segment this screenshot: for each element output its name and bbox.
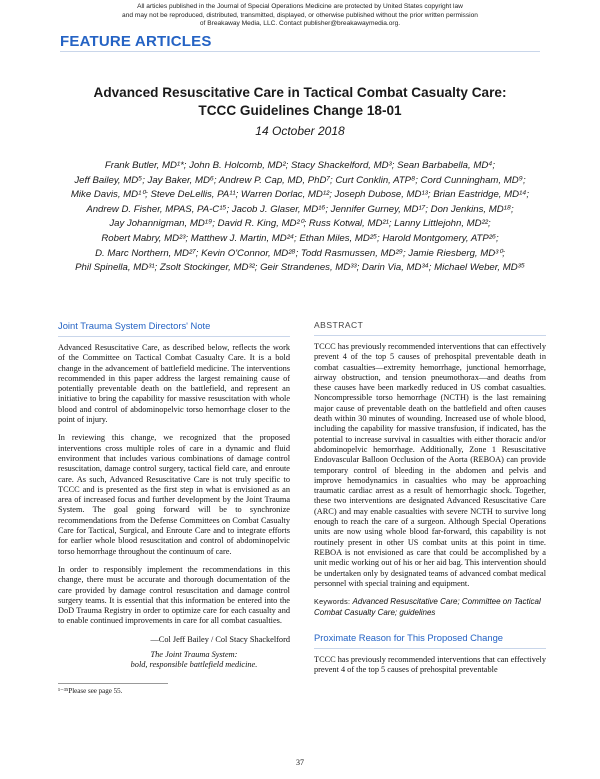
tagline-line: bold, responsible battlefield medicine. [130,660,258,670]
page-number: 37 [296,758,304,767]
copyright-line: of Breakaway Media, LLC. Contact publisher@breakawaymedia.org. [199,20,401,28]
article-title [60,84,540,120]
note-paragraph: Advanced Resuscitative Care, as described below, reflects the work of the Committee on Tactical Combat Casualty Care. It is a bold change in the advancement of battlefield medicine. The interventions recommended in this paper address the largest remaining cause of potentially preventable death on the battlefield, and represent an initiative to bring the capability for massive resuscitation with whole blood and control of abdominopelvic torso hemorrhage closer to the point of injury. [58,343,290,425]
footnote-divider [58,683,168,684]
article-date: 14 October 2018 [255,124,345,138]
signature: —Col Jeff Bailey / Col Stacy Shackelford [150,634,290,644]
keywords-label: Keywords: [314,597,351,607]
left-column [58,320,290,695]
copyright-notice [60,3,540,29]
author-line: Andrew D. Fisher, MPAS, PA-C¹⁵; Jacob J. Glaser, MD¹⁶; Jennifer Gurney, MD¹⁷; Don Jenkins, MD¹⁸; [86,203,514,215]
tagline-line: The Joint Trauma System: [150,649,238,659]
footnote: ¹⁻³⁵Please see page 55. [58,686,123,695]
proximate-reason-text: TCCC has previously recommended interventions that can effectively prevent 4 of the top 5 causes of prehospital preventable [314,654,546,675]
author-line: Jeff Bailey, MD⁵; Jay Baker, MD⁶; Andrew P. Cap, MD, PhD⁷; Curt Conklin, ATP⁸; Cord Cunningham, MD⁹; [74,174,526,186]
title-line: TCCC Guidelines Change 18-01 [198,103,402,118]
section-divider [60,51,540,52]
author-line: D. Marc Northern, MD²⁷; Kevin O'Connor, MD²⁸; Todd Rasmussen, MD²⁹; Jamie Riesberg, MD³⁰; [95,247,505,259]
author-line: Robert Mabry, MD²³; Matthew J. Martin, MD²⁴; Ethan Miles, MD²⁵; Harold Montgomery, ATP²⁶; [101,232,499,244]
author-list [60,159,540,276]
author-line: Frank Butler, MD¹*; John B. Holcomb, MD²; Stacy Shackelford, MD³; Sean Barbabella, MD⁴; [104,160,496,171]
author-line: Jay Johannigman, MD¹⁹; David R. King, MD²⁰; Russ Kotwal, MD²¹; Lanny Littlejohn, MD²²; [109,218,491,230]
keywords [314,597,546,618]
author-line: Phil Spinella, MD³¹; Zsolt Stockinger, MD³²; Geir Strandenes, MD³³; Darin Via, MD³⁴; Michael Weber, MD³⁵ [75,262,525,274]
keywords-value: Advanced Resuscitative Care; Committee on Tactical Combat Casualty Care; guidelines [314,597,541,617]
copyright-line: and may not be reproduced, distributed, transmitted, displayed, or otherwise published without the prior written permission [122,11,478,19]
note-paragraph: In order to responsibly implement the recommendations in this change, there must be accurate and thorough documentation of the care provided by damage control resuscitation and damage control surgery teams. It is essential that this information be entered into the DoD Trauma Registry in order to optimize care for each casualty and to enable continued improvements in care for all combat casualties. [58,564,290,626]
jts-tagline [98,650,290,671]
author-line: Mike Davis, MD¹⁰; Steve DeLellis, PA¹¹; Warren Dorlac, MD¹²; Joseph Dubose, MD¹³; Brian Eastridge, MD¹⁴; [70,189,530,201]
right-column [314,320,546,684]
copyright-line: All articles published in the Journal of Special Operations Medicine are protected by United States copyright law [137,3,463,10]
abstract-heading: ABSTRACT [314,320,546,336]
proximate-reason-heading: Proximate Reason for This Proposed Change [314,632,546,649]
section-tag: FEATURE ARTICLES [60,33,212,50]
note-paragraph: In reviewing this change, we recognized that the proposed interventions cross multiple roles of care in a dynamic and fluid environment that includes various combinations of damage control resuscitation, damage control surgery, tactical field care, and enroute care. As such, Advanced Resuscitative Care is not truly specific to TCCC and is presented as the first step in what is envisioned as an area of increased focus and further development by the Joint Trauma System. The goal going forward will be to synchronize recommendations from the Defense Committees on Combat Casualty Care for Tactical, Surgical, and Enroute Care and to integrate efforts for earlier whole blood resuscitation and control of abdominopelvic torso hemorrhage throughout the continuum of care. [58,433,290,556]
abstract-text: TCCC has previously recommended interventions that can effectively prevent 4 of the top 5 causes of prehospital preventable death in combat casualties—extremity hemorrhage, junctional hemorrhage, airway obstruction, and tension pneumothorax—and deaths from these causes have been markedly reduced in US combat casualties. Noncompressible torso hemorrhage (NCTH) is the last remaining major cause of preventable death on the battlefield and often causes death within 30 minutes of wounding. Increased use of whole blood, including the capability for massive transfusion, if indicated, has the potential to increase survival in casualties with either thoracic and/or abdominopelvic hemorrhage. Additionally, Zone 1 Resuscitative Endovascular Balloon Occlusion of the Aorta (REBOA) can provide temporary control of bleeding in the abdomen and pelvis and improve hemodynamics in casualties who may be approaching traumatic cardiac arrest as a result of hemorrhagic shock. Together, these two interventions are designated Advanced Resuscitative Care (ARC) and may enable casualties with severe NCTH to survive long enough to reach the care of a surgeon. Although Special Operations units are now using whole blood far-forward, this capability is not routinely present in other US combat units at this point in time. REBOA is not envisioned as care that could be accomplished by a unit medic working out of his or her aid bag. This intervention should be undertaken only by designated teams of advanced combat medical personnel with special training and equipment. [314,342,546,588]
directors-note-heading: Joint Trauma System Directors' Note [58,320,290,337]
title-line: Advanced Resuscitative Care in Tactical Combat Casualty Care: [93,85,507,100]
